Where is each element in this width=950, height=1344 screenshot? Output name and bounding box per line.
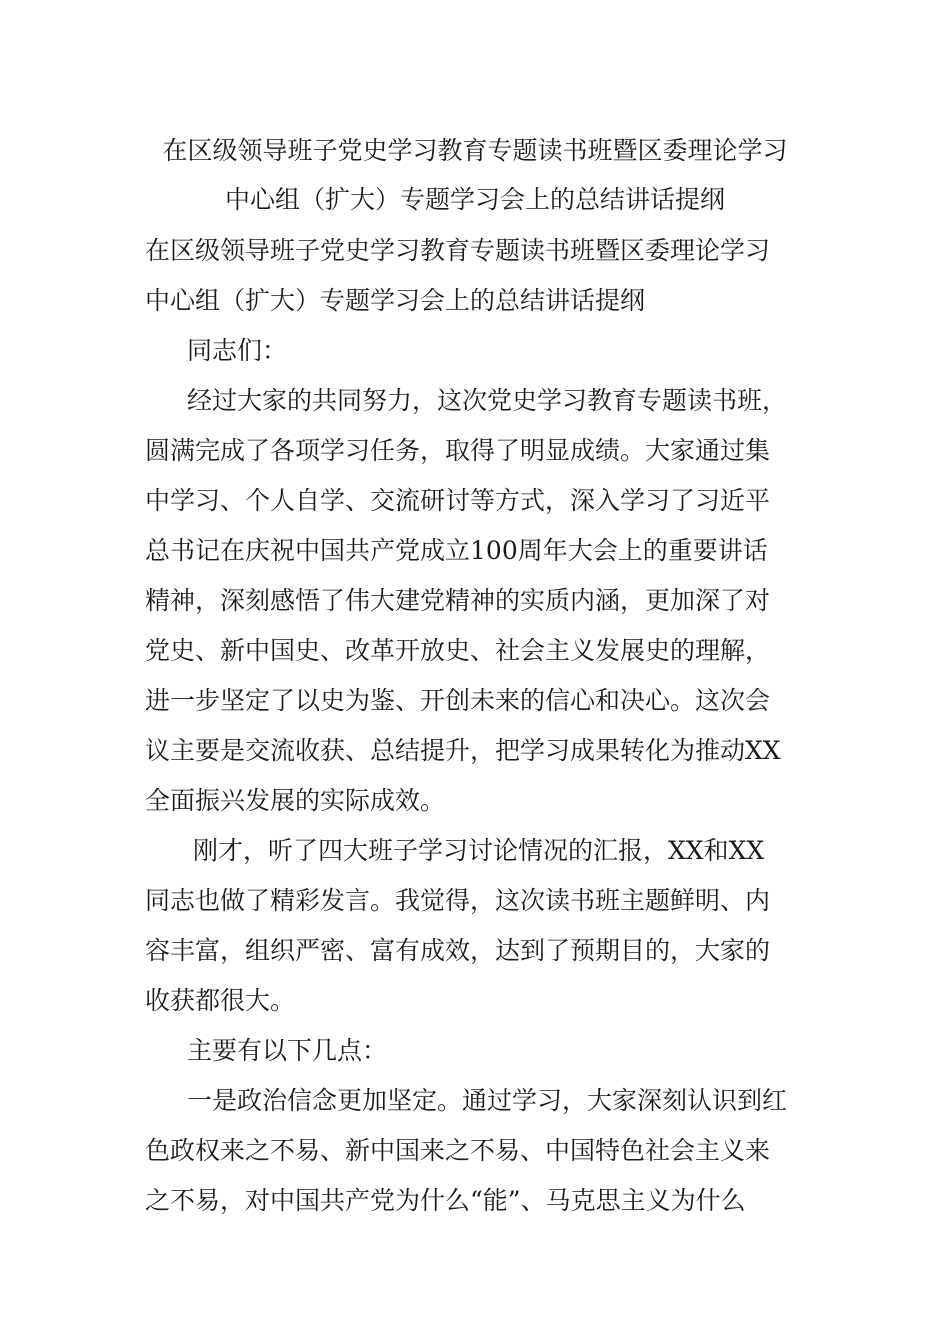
paragraph-line: 全面振兴发展的实际成效。 xyxy=(145,786,446,815)
paragraph-line: 之不易，对中国共产党为什么“能”、马克思主义为什么 xyxy=(145,1186,746,1215)
paragraph-line: 圆满完成了各项学习任务，取得了明显成绩。大家通过集 xyxy=(145,436,771,465)
paragraph-line: 议主要是交流收获、总结提升，把学习成果转化为推动XX xyxy=(145,736,781,765)
document-title-line-2: 中心组（扩大）专题学习会上的总结讲话提纲 xyxy=(224,185,725,214)
paragraph-line: 刚才，听了四大班子学习讨论情况的汇报，XX和XX xyxy=(193,836,765,865)
paragraph-line: 经过大家的共同努力，这次党史学习教育专题读书班， xyxy=(187,386,788,415)
paragraph-line: 同志也做了精彩发言。我觉得，这次读书班主题鲜明、内 xyxy=(145,886,771,915)
paragraph-line: 进一步坚定了以史为鉴、开创未来的信心和决心。这次会 xyxy=(145,686,771,715)
paragraph-line: 党史、新中国史、改革开放史、社会主义发展史的理解， xyxy=(145,636,771,665)
paragraph-line: 一是政治信念更加坚定。通过学习，大家深刻认识到红 xyxy=(187,1086,788,1115)
document-title-line-1: 在区级领导班子党史学习教育专题读书班暨区委理论学习 xyxy=(162,136,788,165)
paragraph-line: 色政权来之不易、新中国来之不易、中国特色社会主义来 xyxy=(145,1136,771,1165)
salutation: 同志们： xyxy=(187,336,288,365)
heading-line-1: 在区级领导班子党史学习教育专题读书班暨区委理论学习 xyxy=(145,236,771,265)
paragraph-line: 容丰富，组织严密、富有成效，达到了预期目的，大家的 xyxy=(145,936,771,965)
paragraph-line: 精神，深刻感悟了伟大建党精神的实质内涵，更加深了对 xyxy=(145,586,771,615)
paragraph-line: 中学习、个人自学、交流研讨等方式，深入学习了习近平 xyxy=(145,486,771,515)
paragraph-line: 收获都很大。 xyxy=(145,986,296,1015)
heading-line-2: 中心组（扩大）专题学习会上的总结讲话提纲 xyxy=(145,286,646,315)
paragraph-line: 主要有以下几点： xyxy=(187,1036,388,1065)
paragraph-line: 总书记在庆祝中国共产党成立100周年大会上的重要讲话 xyxy=(145,536,768,565)
